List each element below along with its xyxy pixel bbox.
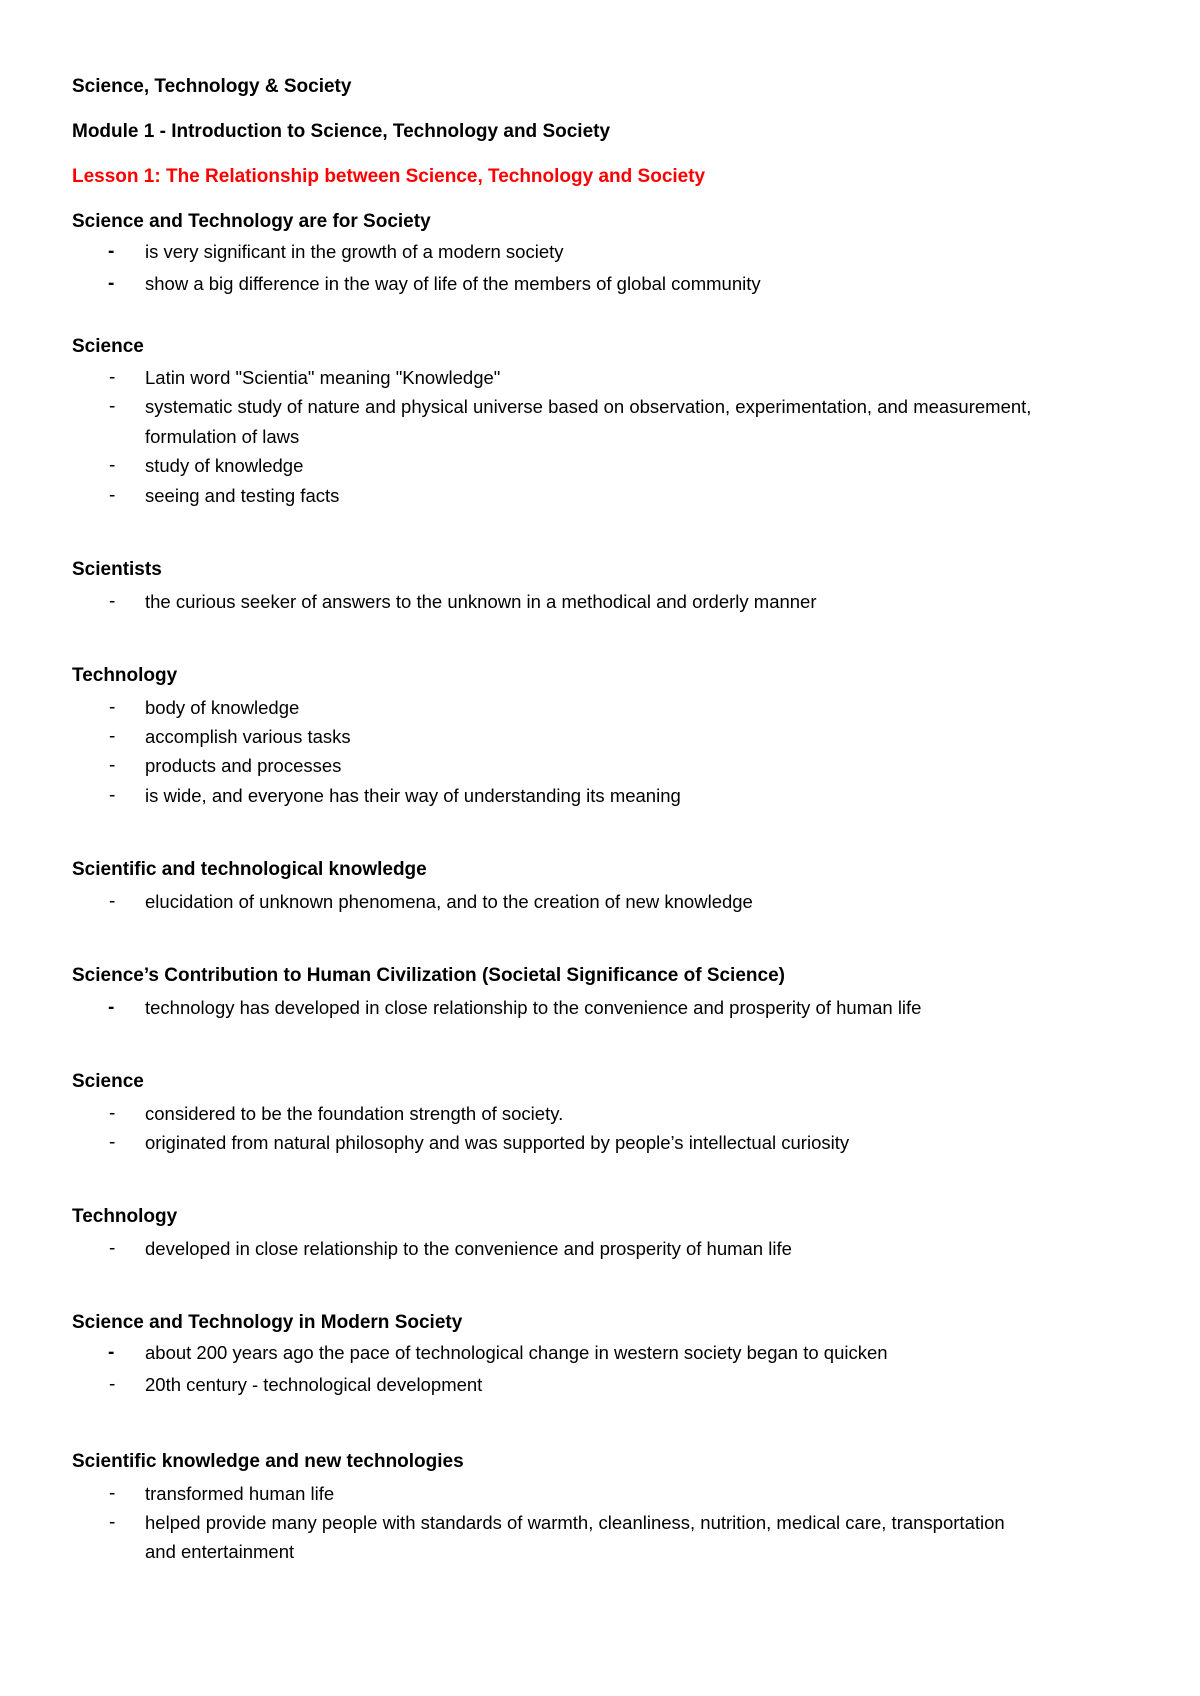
list-item: systematic study of nature and physical universe based on observation, experimentation, and measurement, [145,396,1032,417]
list-item: is very significant in the growth of a modern society [145,241,564,262]
section-heading: Science’s Contribution to Human Civilization (Societal Significance of Science) [72,965,785,986]
bullet-dash: - [109,785,116,806]
section-heading: Science and Technology in Modern Society [72,1312,463,1333]
list-item: elucidation of unknown phenomena, and to the creation of new knowledge [145,891,753,912]
section-heading: Scientists [72,559,162,580]
list-item: products and processes [145,755,342,776]
bullet-dash: - [109,1238,116,1259]
list-item: study of knowledge [145,455,304,476]
section-heading: Technology [72,1206,178,1227]
list-item: Latin word "Scientia" meaning "Knowledge" [145,367,501,388]
list-item: transformed human life [145,1483,335,1504]
list-item: accomplish various tasks [145,726,351,747]
list-item: seeing and testing facts [145,485,340,506]
list-item-continuation: formulation of laws [145,426,300,447]
bullet-dash: - [109,1132,116,1153]
bullet-dash: - [109,726,116,747]
list-item: body of knowledge [145,697,300,718]
section-heading: Science [72,336,144,357]
bullet-dash: - [109,1483,116,1504]
bullet-dash: - [109,396,116,417]
bullet-dash: - [109,697,116,718]
list-item: the curious seeker of answers to the unknown in a methodical and orderly manner [145,591,817,612]
bullet-dash: - [109,455,116,476]
list-item: technology has developed in close relationship to the convenience and prosperity of human life [145,997,922,1018]
section-heading: Scientific knowledge and new technologies [72,1451,464,1472]
list-item: about 200 years ago the pace of technological change in western society began to quicken [145,1342,888,1363]
section-heading: Technology [72,665,178,686]
section-heading: Science [72,1071,144,1092]
bullet-dash: - [108,997,115,1018]
section-heading: Science and Technology are for Society [72,211,431,232]
list-item: 20th century - technological development [145,1374,483,1395]
list-item-continuation: and entertainment [145,1541,295,1562]
bullet-dash: - [109,1374,116,1395]
list-item: helped provide many people with standards of warmth, cleanliness, nutrition, medical care, transportation [145,1512,1005,1533]
bullet-dash: - [109,367,116,388]
list-item: originated from natural philosophy and was supported by people’s intellectual curiosity [145,1132,850,1153]
list-item: is wide, and everyone has their way of understanding its meaning [145,785,681,806]
bullet-dash: - [108,273,115,294]
bullet-dash: - [109,891,116,912]
module-title: Module 1 - Introduction to Science, Technology and Society [72,121,611,142]
bullet-dash: - [109,755,116,776]
bullet-dash: - [109,591,116,612]
list-item: developed in close relationship to the convenience and prosperity of human life [145,1238,792,1259]
bullet-dash: - [109,1103,116,1124]
bullet-dash: - [109,485,116,506]
bullet-dash: - [108,1342,115,1363]
bullet-dash: - [109,1512,116,1533]
list-item: show a big difference in the way of life of the members of global community [145,273,761,294]
course-title: Science, Technology & Society [72,76,352,97]
lesson-title: Lesson 1: The Relationship between Science, Technology and Society [72,166,706,187]
list-item: considered to be the foundation strength of society. [145,1103,564,1124]
section-heading: Scientific and technological knowledge [72,859,427,880]
bullet-dash: - [108,241,115,262]
